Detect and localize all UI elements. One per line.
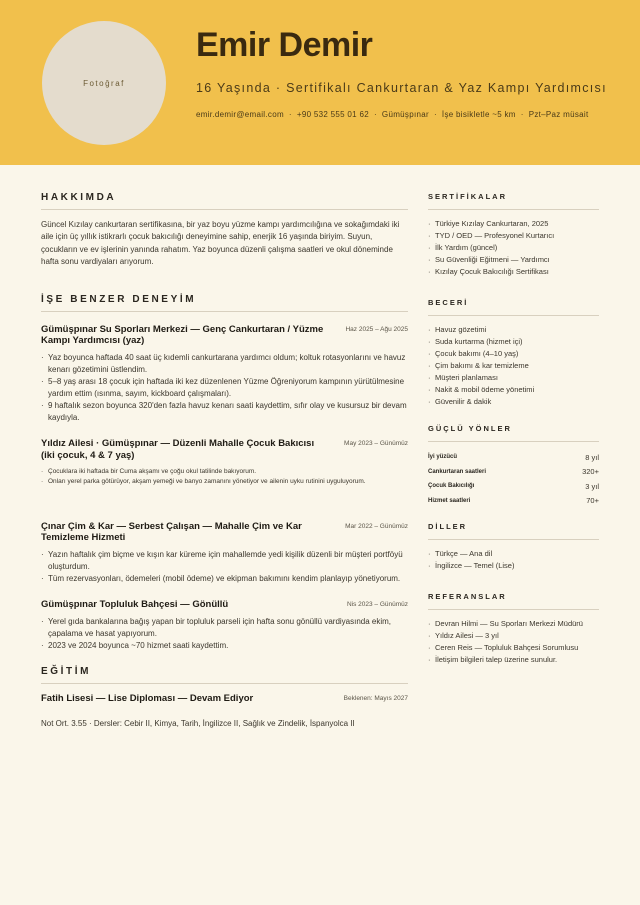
education-school: Fatih Lisesi — Lise Diploması — Devam Ediyor <box>41 693 254 705</box>
strength-label: Cankurtaran saatleri <box>428 468 487 475</box>
strength-label: Hizmet saatleri <box>428 497 471 504</box>
certificate-item: · Kızılay Çocuk Bakıcılığı Sertifikası <box>428 266 599 278</box>
reference-item: · Yıldız Ailesi — 3 yıl <box>428 630 599 642</box>
strength-row <box>428 479 599 494</box>
header-banner <box>0 0 640 165</box>
contact-email[interactable]: emir.demir@email.com <box>196 110 284 119</box>
job-bullet: · Yaz boyunca haftada 40 saat üç kıdemli cankurtarana yardımcı oldum; koltuk rotasyonlarını ve havuz kenarı gözetimini üstlendim. <box>41 352 408 376</box>
skill-item: · Suda kurtarma (hizmet içi) <box>428 336 599 348</box>
strength-row <box>428 494 599 509</box>
tagline: 16 Yaşında · Sertifikalı Cankurtaran & Yaz Kampı Yardımcısı <box>196 81 607 95</box>
strength-value: 70+ <box>586 496 599 506</box>
job-title: Çınar Çim & Kar — Serbest Çalışan — Mahalle Çim ve Kar Temizleme Hizmeti <box>41 520 302 544</box>
job-entry <box>41 324 408 425</box>
section-title-certificates: SERTİFİKALAR <box>428 192 599 210</box>
strength-row <box>428 450 599 465</box>
contact-line: emir.demir@email.com · +90 532 555 01 62 · Gümüşpınar · İşe bisikletle ~5 km · Pzt–Paz müsait <box>196 110 589 119</box>
candidate-name: Emir Demir <box>196 26 373 64</box>
section-title-strengths: GÜÇLÜ YÖNLER <box>428 424 599 442</box>
education-section <box>41 666 408 730</box>
certificate-item: · Türkiye Kızılay Cankurtaran, 2025 <box>428 218 599 230</box>
job-title: Gümüşpınar Su Sporları Merkezi — Genç Cankurtaran / Yüzme Kampı Yardımcısı (yaz) <box>41 323 324 347</box>
job-bullet: · Tüm rezervasyonları, ödemeleri (mobil ödeme) ve ekipman bakımını kendim planlayıp yönetiyorum. <box>41 573 408 585</box>
job-title: Yıldız Ailesi · Gümüşpınar — Düzenli Mahalle Çocuk Bakıcısı (iki çocuk, 4 & 7 yaş) <box>41 438 315 462</box>
language-item: · Türkçe — Ana dil <box>428 548 599 560</box>
section-title-languages: DİLLER <box>428 522 599 540</box>
contact-location: Gümüşpınar <box>381 110 429 119</box>
strengths-section <box>428 424 599 508</box>
contact-availability: Pzt–Paz müsait <box>528 110 589 119</box>
certificate-item: · Su Güvenliği Eğitmeni — Yardımcı <box>428 254 599 266</box>
about-section <box>41 192 408 269</box>
job-title: Gümüşpınar Topluluk Bahçesi — Gönüllü <box>41 599 229 611</box>
contact-commute: İşe bisikletle ~5 km <box>441 110 516 119</box>
photo-label: Fotoğraf <box>83 78 125 88</box>
strength-row <box>428 465 599 480</box>
skill-item: · Çocuk bakımı (4–10 yaş) <box>428 348 599 360</box>
profile-photo-placeholder <box>42 21 166 145</box>
languages-section <box>428 522 599 572</box>
sidebar-column <box>428 192 599 666</box>
certificate-item: · İlk Yardım (güncel) <box>428 242 599 254</box>
job-bullet: · Yerel gıda bankalarına bağış yapan bir topluluk parseli için hafta sonu gönüllü vardiyasında ekim, çapalama ve hasat yapıyorum. <box>41 616 408 640</box>
job-bullet: · Onları yerel parka götürüyor, akşam yemeği ve banyo zamanını yönetiyor ve ailenin uyku rutinini uyguluyorum. <box>41 477 408 487</box>
references-section <box>428 592 599 666</box>
job-bullet: · 5–8 yaş arası 18 çocuk için haftada iki kez düzenlenen Yüzme Öğreniyorum kampının yürütülmesine yardım ettim (ısınma, sayım, kickboard çalışmaları). <box>41 376 408 400</box>
language-item: · İngilizce — Temel (Lise) <box>428 560 599 572</box>
certificate-item: · TYD / OED — Profesyonel Kurtarıcı <box>428 230 599 242</box>
section-title-references: REFERANSLAR <box>428 592 599 610</box>
skill-item: · Güvenilir & dakik <box>428 396 599 408</box>
job-date: Nis 2023 – Günümüz <box>346 601 408 609</box>
certificates-section <box>428 192 599 278</box>
job-date: May 2023 – Günümüz <box>344 440 408 448</box>
about-text: Güncel Kızılay cankurtaran sertifikasına, bir yaz boyu yüzme kampı yardımcılığına ve sokağımdaki iki aile için üç yıllık istikrarlı çocuk bakıcılığı deneyimine sahip, enerjik 16 yaşında biriyim. Suyun, çocukların ve ev işlerinin yanında rahatım. Yaz boyunca düzenli çalışma saatleri ve okul döneminde hafta sonu vardiyaları arıyorum. <box>41 220 400 267</box>
contact-phone[interactable]: +90 532 555 01 62 <box>296 110 369 119</box>
section-title-experience: İŞE BENZER DENEYİM <box>41 294 408 312</box>
job-entry <box>41 599 408 652</box>
section-title-about: HAKKIMDA <box>41 192 408 210</box>
education-date: Beklenen: Mayıs 2027 <box>343 695 408 703</box>
skill-item: · Müşteri planlaması <box>428 372 599 384</box>
reference-item: · İletişim bilgileri talep üzerine sunulur. <box>428 654 599 666</box>
skill-item: · Nakit & mobil ödeme yönetimi <box>428 384 599 396</box>
section-title-education: EĞİTİM <box>41 666 408 684</box>
education-details: Not Ort. 3.55 · Dersler: Cebir II, Kimya, Tarih, İngilizce II, Sağlık ve Zindelik, İspanyolca II <box>41 719 355 729</box>
section-title-skills: BECERİ <box>428 298 599 316</box>
job-entry <box>41 438 408 486</box>
reference-item: · Devran Hilmi — Su Sporları Merkezi Müdürü <box>428 618 599 630</box>
job-date: Haz 2025 – Ağu 2025 <box>345 325 408 333</box>
reference-item: · Ceren Reis — Topluluk Bahçesi Sorumlusu <box>428 642 599 654</box>
main-column <box>41 192 408 730</box>
job-date: Mar 2022 – Günümüz <box>345 522 408 530</box>
skill-item: · Çim bakımı & kar temizleme <box>428 360 599 372</box>
job-bullet: · Çocuklara iki haftada bir Cuma akşamı ve çoğu okul tatilinde bakıyorum. <box>41 467 408 477</box>
job-entry <box>41 521 408 586</box>
strength-label: Çocuk Bakıcılığı <box>428 483 475 490</box>
job-bullet: · 2023 ve 2024 boyunca ~70 hizmet saati kaydettim. <box>41 640 408 652</box>
strength-label: İyi yüzücü <box>428 454 458 461</box>
strength-value: 8 yıl <box>585 452 599 462</box>
job-bullet: · 9 haftalık sezon boyunca 320'den fazla havuz kenarı saati kaydettim, sıfır olay ve kusursuz bir devam kaydıyla. <box>41 400 408 424</box>
job-bullet: · Yazın haftalık çim biçme ve kışın kar küreme için mahallemde yedi kişilik düzenli bir müşteri portföyü oluşturdum. <box>41 549 408 573</box>
experience-section <box>41 294 408 653</box>
skill-item: · Havuz gözetimi <box>428 324 599 336</box>
strength-value: 320+ <box>582 467 599 477</box>
strength-value: 3 yıl <box>585 481 599 491</box>
skills-section <box>428 298 599 408</box>
